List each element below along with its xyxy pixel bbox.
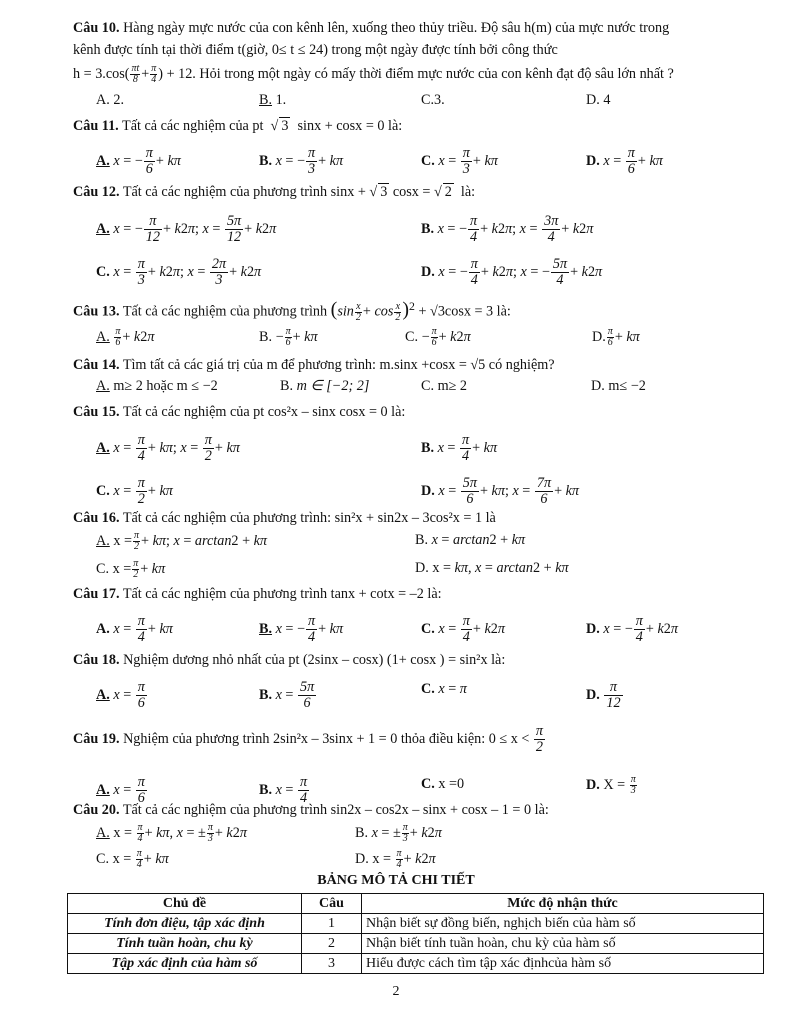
description-table bbox=[67, 893, 764, 974]
q12-option-a[interactable]: A. x = − $\frac{\pi}{12}$ + k2π; x = $\frac{5\pi}{12}$ + k2π bbox=[96, 213, 277, 245]
q17-option-c[interactable]: C. x = $\frac{\pi}{4}$ + k2π bbox=[421, 613, 505, 645]
q12-option-b[interactable]: B. x = − $\frac{\pi}{4}$ + k2π; x = $\frac{3\pi}{4}$ + k2π bbox=[421, 213, 594, 245]
q12-option-c[interactable]: C. x = $\frac{\pi}{3}$ + k2π; x = $\frac{2\pi}{3}$ + k2π bbox=[96, 256, 262, 288]
header-level: Mức độ nhận thức bbox=[362, 894, 764, 914]
q16-option-c[interactable]: C. x = $\frac{\pi}{2}$ + kπ bbox=[96, 558, 166, 580]
q12-option-d[interactable]: D. x = − $\frac{\pi}{4}$ + k2π; x = − $\frac{5\pi}{4}$ + k2π bbox=[421, 256, 603, 288]
q11-option-c[interactable]: C. x = $\frac{\pi}{3}$ + kπ bbox=[421, 145, 498, 177]
q10-formula-prefix: h = 3.cos( bbox=[73, 65, 130, 82]
q10-option-d[interactable]: D. 4 bbox=[586, 92, 611, 108]
table-row: Tính đơn điệu, tập xác định 1 Nhận biết sự đồng biến, nghịch biến của hàm số bbox=[68, 914, 764, 934]
q17-stem: Câu 17. Tất cả các nghiệm của phương trình tanx + cotx = –2 là: bbox=[73, 586, 442, 602]
header-question: Câu bbox=[302, 894, 362, 914]
q19-option-c[interactable]: C. x =0 bbox=[421, 776, 465, 792]
q10-label: Câu 10. bbox=[73, 20, 120, 36]
header-topic: Chủ đề bbox=[68, 894, 302, 914]
table-row: Tập xác định của hàm số 3 Hiểu được cách tìm tập xác địnhcủa hàm số bbox=[68, 954, 764, 974]
q14-option-c[interactable]: C. m≥ 2 bbox=[421, 378, 468, 394]
q11-stem: Câu 11. Tất cả các nghiệm của pt √ 3 sinx + cosx = 0 là: bbox=[73, 118, 403, 134]
q18-option-c[interactable]: C. x = π bbox=[421, 681, 467, 697]
q10-line3: h = 3.cos( $\frac{\pi t}{8}$ + $\frac{\pi}{4}$ ) + 12. Hỏi trong một ngày có mấy thời điểm mực nước của con kênh đạt độ sâu lớn nhất ? bbox=[73, 63, 674, 85]
q15-stem: Câu 15. Tất cả các nghiệm của pt cos²x – sinx cosx = 0 là: bbox=[73, 404, 406, 420]
q20-option-d[interactable]: D. x = $\frac{\pi}{4}$ + k2π bbox=[355, 848, 436, 870]
q10-text1: Hàng ngày mực nước của con kênh lên, xuống theo thủy triều. Độ sâu h(m) của mực nước trong bbox=[123, 20, 670, 36]
q10-line2: kênh được tính tại thời điểm t(giờ, 0≤ t ≤ 24) trong một ngày được tính bởi công thức bbox=[73, 42, 558, 58]
q18-option-d[interactable]: D. $\frac{\pi}{12}$ bbox=[586, 679, 621, 711]
q11-option-b[interactable]: B. x = − $\frac{\pi}{3}$ + kπ bbox=[259, 145, 344, 177]
q13-option-d[interactable]: D. $\frac{\pi}{6}$ + kπ bbox=[592, 326, 640, 348]
q17-option-a[interactable]: A. x = $\frac{\pi}{4}$ + kπ bbox=[96, 613, 173, 645]
q16-option-d[interactable]: D. x = kπ, x = arctan2 + kπ bbox=[415, 560, 569, 576]
q10-option-a[interactable]: A. 2. bbox=[96, 92, 124, 108]
q15-option-d[interactable]: D. x = $\frac{5\pi}{6}$ + kπ; x = $\frac{7\pi}{6}$ + kπ bbox=[421, 475, 580, 507]
q12-stem: Câu 12. Tất cả các nghiệm của phương trình sinx + √ 3 cosx = √ 2 là: bbox=[73, 184, 476, 200]
q15-option-b[interactable]: B. x = $\frac{\pi}{4}$ + kπ bbox=[421, 432, 498, 464]
q10-line1 bbox=[73, 19, 754, 37]
q18-stem: Câu 18. Nghiệm dương nhỏ nhất của pt (2sinx – cosx) (1+ cosx ) = sin²x là: bbox=[73, 652, 506, 668]
q19-stem: Câu 19. Nghiệm của phương trình 2sin²x – 3sinx + 1 = 0 thỏa điều kiện: 0 ≤ x < $\frac{\pi}{2}$ bbox=[73, 723, 543, 755]
q16-option-b[interactable]: B. x = arctan2 + kπ bbox=[415, 532, 526, 548]
q13-option-a[interactable]: A. $\frac{\pi}{6}$ + k2π bbox=[96, 326, 155, 348]
q10-option-c[interactable]: C.3. bbox=[421, 92, 445, 108]
table-title: BẢNG MÔ TẢ CHI TIẾT bbox=[317, 873, 475, 888]
q20-option-b[interactable]: B. x = ± $\frac{\pi}{3}$ + k2π bbox=[355, 822, 442, 844]
q10-frac-pi4: $\frac{\pi}{4}$ bbox=[151, 63, 157, 85]
q19-option-a[interactable]: A. x = $\frac{\pi}{6}$ bbox=[96, 774, 145, 806]
q14-stem: Câu 14. Tìm tất cả các giá trị của m để phương trình: m.sinx +cosx = √5 có nghiệm? bbox=[73, 357, 555, 373]
q20-option-c[interactable]: C. x = $\frac{\pi}{4}$ + kπ bbox=[96, 848, 169, 870]
q14-option-a[interactable]: A. m≥ 2 hoặc m ≤ −2 bbox=[96, 378, 218, 394]
q14-option-b[interactable]: B. m ∈ [−2; 2] bbox=[280, 378, 370, 394]
q11-option-a[interactable]: A. x = − $\frac{\pi}{6}$ + kπ bbox=[96, 145, 181, 177]
table-row: Tính tuần hoàn, chu kỳ 2 Nhận biết tính tuần hoàn, chu kỳ của hàm số bbox=[68, 934, 764, 954]
q19-option-b[interactable]: B. x = $\frac{\pi}{4}$ bbox=[259, 774, 308, 806]
q10-frac-pit8: $\frac{\pi t}{8}$ bbox=[131, 63, 140, 85]
q14-option-d[interactable]: D. m≤ −2 bbox=[591, 378, 646, 394]
q18-option-b[interactable]: B. x = $\frac{5\pi}{6}$ bbox=[259, 679, 315, 711]
page-number: 2 bbox=[392, 984, 400, 999]
q13-option-b[interactable]: B. − $\frac{\pi}{6}$ + kπ bbox=[259, 326, 318, 348]
q11-option-d[interactable]: D. x = $\frac{\pi}{6}$ + kπ bbox=[586, 145, 663, 177]
q20-option-a[interactable]: A. x = $\frac{\pi}{4}$ + kπ, x = ± $\frac{\pi}{3}$ + k2π bbox=[96, 822, 247, 844]
q18-option-a[interactable]: A. x = $\frac{\pi}{6}$ bbox=[96, 679, 145, 711]
q15-option-a[interactable]: A. x = $\frac{\pi}{4}$ + kπ; x = $\frac{\pi}{2}$ + kπ bbox=[96, 432, 240, 464]
q15-option-c[interactable]: C. x = $\frac{\pi}{2}$ + kπ bbox=[96, 475, 173, 507]
q19-option-d[interactable]: D. X = $\frac{\pi}{3}$ bbox=[586, 774, 636, 796]
q20-stem: Câu 20. Tất cả các nghiệm của phương trình sin2x – cos2x – sinx + cosx – 1 = 0 là: bbox=[73, 802, 549, 818]
q13-stem: Câu 13. Tất cả các nghiệm của phương trình (sin $\frac{x}{2}$ + cos $\frac{x}{2}$ )$^2$ + √3cosx = 3 là: bbox=[73, 298, 511, 323]
q10-formula-suffix: ) + 12. Hỏi trong một ngày có mấy thời điểm mực nước của con kênh đạt độ sâu lớn nhất ? bbox=[158, 65, 674, 82]
table-header-row bbox=[68, 894, 764, 914]
q16-option-a[interactable]: A. x = $\frac{\pi}{2}$ + kπ; x = arctan2 + kπ bbox=[96, 530, 268, 552]
q17-option-d[interactable]: D. x = − $\frac{\pi}{4}$ + k2π bbox=[586, 613, 678, 645]
q13-option-c[interactable]: C. − $\frac{\pi}{6}$ + k2π bbox=[405, 326, 471, 348]
q16-stem: Câu 16. Tất cả các nghiệm của phương trình: sin²x + sin2x – 3cos²x = 1 là bbox=[73, 510, 496, 526]
q17-option-b[interactable]: B. x = − $\frac{\pi}{4}$ + kπ bbox=[259, 613, 344, 645]
q10-option-b[interactable]: B. 1. bbox=[259, 92, 287, 108]
